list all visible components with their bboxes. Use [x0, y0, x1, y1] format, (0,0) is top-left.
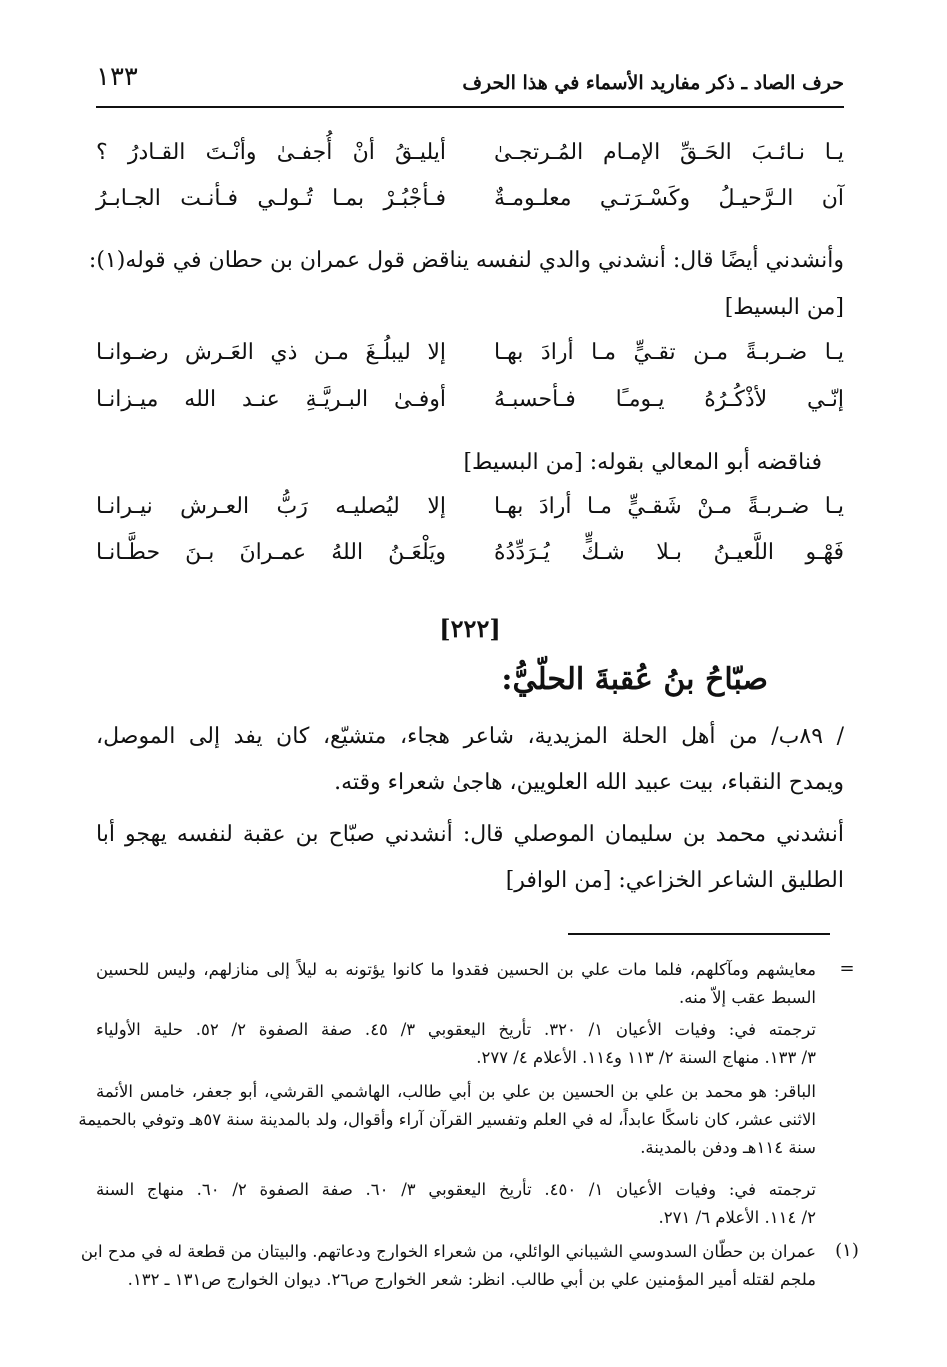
verse-first-hemistich: يـا نـائـبَ الحَـقِّ الإمـام المُـرتجـىٰ	[494, 140, 844, 165]
prose-line: / ٨٩ب/ من أهل الحلة المزيدية، شاعر هجاء، متشيّع، كان يفد إلى الموصل،	[96, 724, 845, 749]
footnote-line: ترجمته في: وفيات الأعيان ١/ ٣٢٠. تأريخ اليعقوبي ٣/ ٤٥. صفة الصفوة ٢/ ٥٢. حلية الأولياء	[96, 1020, 817, 1039]
continuation-mark: =	[839, 958, 855, 979]
prose-line: وأنشدني أيضًا قال: أنشدني والدي لنفسه يناقض قول عمران بن حطان في قوله(١):	[88, 248, 844, 273]
verse-first-hemistich: فَهْـو اللَّعيـنُ بـلا شـكٍّ يُـرَدِّدُهُ	[494, 540, 844, 565]
footnote-line: ملجم لقتله أمير المؤمنين علي بن أبي طالب. انظر: شعر الخوارج ص٢٦. ديوان الخوارج ص١٣١ ـ ١٣٢.	[127, 1270, 816, 1289]
page-number: ١٣٣	[96, 62, 138, 92]
entry-number: [٢٢٢]	[439, 614, 501, 643]
footnote-line: سنة ١١٤هـ ودفن بالمدينة.	[640, 1138, 816, 1157]
footnote-line: عمران بن حطّان السدوسي الشيباني الوائلي، من شعراء الخوارج ودعاتهم. والبيتان من قطعة له في مدح ابن	[80, 1242, 816, 1261]
verse-first-hemistich: إنّـي لأذْكُـرُهُ يـومـًا فـأحسبـهُ	[494, 387, 844, 412]
footnote-line: ترجمته في: وفيات الأعيان ١/ ٤٥٠. تأريخ اليعقوبي ٣/ ٦٠. صفة الصفوة ٢/ ٦٠. منهاج السنة	[96, 1180, 816, 1199]
footnote-line: السبط عقب إلاّ منه.	[678, 988, 816, 1007]
meter-label: [من البسيط]	[724, 295, 844, 320]
verse-second-hemistich: ويَلْعَـنُ اللهُ عمـرانَ بـنَ حطَّـانـا	[96, 540, 446, 565]
prose-line: أنشدني محمد بن سليمان الموصلي قال: أنشدني صبّاح بن عقبة لنفسه يهجو أبا	[96, 822, 844, 847]
page-header	[96, 62, 844, 102]
footnote-rule	[568, 933, 830, 935]
verse-line	[96, 340, 844, 384]
verse-second-hemistich: إلا ليبلُـغَ مـن ذي العَـرش رضـوانـا	[96, 340, 446, 365]
running-title: حرف الصاد ـ ذكر مفاريد الأسماء في هذا الحرف	[462, 72, 844, 94]
verse-line	[96, 540, 844, 584]
verse-line	[96, 387, 844, 431]
verse-line	[96, 494, 844, 538]
verse-second-hemistich: أوفـىٰ البـريَّـةِ عنـد الله ميـزانـا	[96, 387, 446, 412]
footnote-line: معايشهم ومآكلهم، فلما مات علي بن الحسين فقدوا ما كانوا يؤتونه به ليلاً إلى منازلهم، وليس للحسين	[96, 960, 816, 979]
footnote-line: ٢/ ١١٤. الأعلام ٦/ ٢٧١.	[658, 1208, 816, 1227]
verse-first-hemistich: آن الـرَّحيـلُ وكَسْـرَتـي معلـومـةٌ	[494, 186, 844, 211]
verse-line	[96, 186, 844, 230]
footnote-line: ٣/ ١٣٣. منهاج السنة ٢/ ١١٣ و١١٤. الأعلام ٤/ ٢٧٧.	[476, 1048, 816, 1067]
verse-second-hemistich: إلا ليُصليـه رَبُّ العـرش نيـرانـا	[96, 494, 446, 519]
verse-second-hemistich: فـأجْبُـرْ بمـا تُـولـي فـأنـت الجـابـرُ	[96, 186, 446, 211]
header-rule	[96, 106, 844, 108]
prose-line: الطليق الشاعر الخزاعي: [من الوافر]	[505, 868, 844, 893]
entry-title: صبّاحُ بنُ عُقبةَ الحلّيُّ:	[501, 662, 768, 697]
verse-first-hemistich: يـا ضـربـةً مـن تقـيٍّ مـا أرادَ بهـا	[494, 340, 844, 365]
footnote-line: الباقر: هو محمد بن علي بن الحسين بن علي بن أبي طالب، الهاشمي القرشي، أبو جعفر، خامس الأئمة	[96, 1082, 816, 1101]
prose-line: ويمدح النقباء، بيت عبيد الله العلويين، هاجىٰ شعراء وقته.	[334, 770, 844, 795]
verse-first-hemistich: يـا ضـربـةً مـنْ شَقـيٍّ مـا أرادَ بهـا	[494, 494, 844, 519]
verse-line	[96, 140, 844, 184]
prose-line: فناقضه أبو المعالي بقوله: [من البسيط]	[463, 450, 822, 475]
footnote-line: الاثنى عشر، كان ناسكًا عابداً، له في العلم وتفسير القرآن آراء وأقوال، ولد بالمدينة سنة ٥٧هـ وتوفي بالحميمة	[78, 1110, 816, 1129]
footnote-number: (١)	[835, 1240, 859, 1261]
verse-second-hemistich: أيليـقُ أنْ أُجفـىٰ وأنْـتَ القـادرُ ؟	[96, 140, 446, 165]
